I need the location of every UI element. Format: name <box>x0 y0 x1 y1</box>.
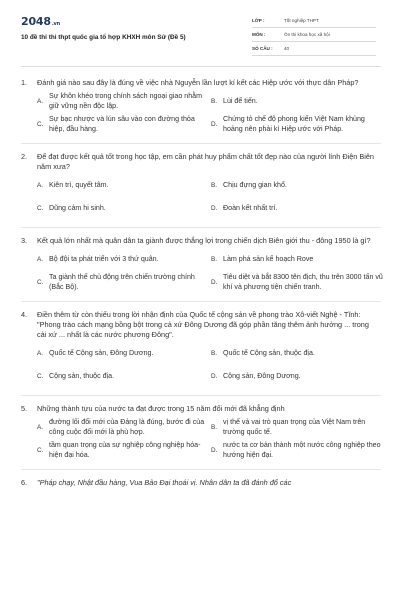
option-c[interactable] <box>37 115 207 135</box>
header-divider <box>21 66 381 67</box>
site-logo[interactable] <box>21 15 60 28</box>
option-text: Cộng sản, Đông Dương. <box>223 372 301 381</box>
option-b[interactable] <box>211 176 385 196</box>
option-letter: A. <box>37 98 44 106</box>
meta-row-count <box>252 42 376 56</box>
option-letter: A. <box>37 424 44 432</box>
option-text: Dũng cảm hi sinh. <box>49 204 106 213</box>
question-stem <box>21 404 381 414</box>
option-text: Kiên trì, quyết tâm. <box>49 181 109 190</box>
option-text: Sự bạc nhược và lún sâu vào con đường thỏa hiệp, đầu hàng. <box>49 115 195 133</box>
meta-row-class <box>252 14 376 28</box>
question-separator <box>21 227 381 228</box>
question-stem <box>21 236 381 246</box>
question-2 <box>21 152 381 219</box>
answer-options <box>37 418 381 461</box>
question-separator <box>21 469 381 470</box>
answer-options <box>37 176 381 219</box>
meta-value: Ôn thi khoa học xã hội <box>284 32 330 37</box>
option-d[interactable] <box>211 199 385 219</box>
option-letter: D. <box>211 373 218 381</box>
option-text: Quốc tế Cộng sản, Đông Dương. <box>49 349 154 358</box>
option-d[interactable] <box>211 367 385 387</box>
logo-text: 2048 <box>21 15 51 28</box>
option-text: Làm phá sản kế hoạch Rove <box>223 255 314 264</box>
answer-options <box>37 250 381 293</box>
meta-label: MÔN : <box>252 32 266 37</box>
option-text: đường lối đổi mới của Đảng là đúng, bước đi của công cuộc đổi mới là phù hợp. <box>49 418 205 436</box>
option-a[interactable] <box>37 344 207 364</box>
option-b[interactable] <box>211 92 385 112</box>
question-stem <box>21 152 381 172</box>
option-b[interactable] <box>211 250 385 270</box>
question-separator <box>21 143 381 144</box>
option-text: Chứng tỏ chế độ phong kiến Việt Nam khủng hoảng nên phải kí Hiệp ước với Pháp. <box>223 115 365 133</box>
option-letter: D. <box>211 121 218 129</box>
question-3 <box>21 236 381 293</box>
question-text: "Pháp chạy, Nhật đầu hàng, Vua Bảo Đại thoái vị. Nhân dân ta đã đánh đổ các <box>37 478 292 487</box>
option-letter: B. <box>211 182 218 190</box>
question-stem <box>21 478 381 488</box>
option-text: Chịu đựng gian khổ. <box>223 181 287 190</box>
question-text: Điền thêm từ còn thiếu trong lời nhận định của Quốc tế cộng sản về phong trào Xô-viết Nghệ - Tĩnh: "Phong trào cách mạng bồng bột trong cả xứ Đông Dương đã góp phần tăng thêm ảnh hưởng ... trong cải xứ ... nhất là các nước phương Đông". <box>37 310 369 339</box>
question-number: 2. <box>21 152 28 161</box>
option-c[interactable] <box>37 199 207 219</box>
option-c[interactable] <box>37 367 207 387</box>
question-number: 4. <box>21 310 28 319</box>
question-number: 1. <box>21 78 28 87</box>
option-text: Đoàn kết nhất trí. <box>223 204 278 213</box>
question-4 <box>21 310 381 387</box>
option-letter: D. <box>211 447 218 455</box>
option-letter: C. <box>37 121 44 129</box>
question-separator <box>21 395 381 396</box>
meta-label: LỚP : <box>252 18 265 23</box>
answer-options <box>37 344 381 387</box>
option-letter: C. <box>37 205 44 213</box>
option-letter: C. <box>37 373 44 381</box>
document-meta <box>252 14 376 56</box>
meta-label: SỐ CÂU : <box>252 46 273 51</box>
option-letter: C. <box>37 279 44 287</box>
question-number: 6. <box>21 478 28 487</box>
document-title: 10 đề thi thi thpt quốc gia tổ hợp KHXH môn Sử (Đề 5) <box>21 34 186 41</box>
answer-options <box>37 92 381 135</box>
option-a[interactable] <box>37 250 207 270</box>
meta-row-subject <box>252 28 376 42</box>
option-letter: D. <box>211 205 218 213</box>
option-text: Bộ đội ta phát triển với 3 thứ quân. <box>49 255 159 264</box>
option-d[interactable] <box>211 273 385 293</box>
option-letter: A. <box>37 350 44 358</box>
option-text: Ta giành thế chủ động trên chiến trường chính (Bắc Bộ). <box>49 273 195 291</box>
option-letter: B. <box>211 424 218 432</box>
question-6 <box>21 478 381 488</box>
question-text: Đánh giá nào sau đây là đúng về việc nhà Nguyễn lần lượt kí kết các Hiệp ước với thực dân Pháp? <box>37 78 359 87</box>
question-number: 3. <box>21 236 28 245</box>
option-letter: A. <box>37 256 44 264</box>
option-letter: B. <box>211 350 218 358</box>
option-text: Cộng sản, thuộc địa. <box>49 372 115 381</box>
option-letter: B. <box>211 98 218 106</box>
question-1 <box>21 78 381 135</box>
option-a[interactable] <box>37 176 207 196</box>
question-stem <box>21 310 381 340</box>
question-stem <box>21 78 381 88</box>
option-b[interactable] <box>211 418 385 438</box>
option-b[interactable] <box>211 344 385 364</box>
option-text: tầm quan trọng của sự nghiệp công nghiệp hóa-hiện đại hóa. <box>49 441 201 459</box>
option-text: Lùi để tiến. <box>223 97 258 106</box>
option-letter: D. <box>211 279 218 287</box>
option-d[interactable] <box>211 115 385 135</box>
document-header <box>0 0 400 62</box>
option-text: Quốc tế Cộng sản, thuộc địa. <box>223 349 315 358</box>
question-list <box>0 78 400 488</box>
option-d[interactable] <box>211 441 385 461</box>
question-text: Những thành tựu của nước ta đạt được trong 15 năm đổi mới đã khẳng định <box>37 404 285 413</box>
option-c[interactable] <box>37 273 207 293</box>
question-text: Kết quả lớn nhất mà quân dân ta giành được thắng lợi trong chiến dịch Biên giới thu - đông 1950 là gì? <box>37 236 371 245</box>
option-a[interactable] <box>37 418 207 438</box>
option-letter: B. <box>211 256 218 264</box>
option-letter: A. <box>37 182 44 190</box>
option-text: vị thế và vai trò quan trọng của Việt Nam trên trường quốc tế. <box>223 418 366 436</box>
question-number: 5. <box>21 404 28 413</box>
option-text: Sự khôn khéo trong chính sách ngoại giao nhằm giữ vững nền độc lập. <box>49 92 203 110</box>
option-letter: C. <box>37 447 44 455</box>
option-c[interactable] <box>37 441 207 461</box>
option-a[interactable] <box>37 92 207 112</box>
question-5 <box>21 404 381 461</box>
meta-value: Tốt nghiệp THPT <box>284 18 319 23</box>
question-separator <box>21 301 381 302</box>
option-text: nước ta cơ bản thành một nước công nghiệp theo hướng hiện đại. <box>223 441 381 459</box>
meta-value: 40 <box>284 46 290 51</box>
option-text: Tiêu diệt và bắt 8300 tên địch, thu trên 3000 tấn vũ khí và phương tiện chiến tranh. <box>223 273 383 291</box>
question-text: Để đạt được kết quả tốt trong học tập, em cần phát huy phẩm chất tốt đẹp nào của người lính Điện Biên năm xưa? <box>37 152 374 171</box>
logo-domain: .vn <box>51 21 60 27</box>
